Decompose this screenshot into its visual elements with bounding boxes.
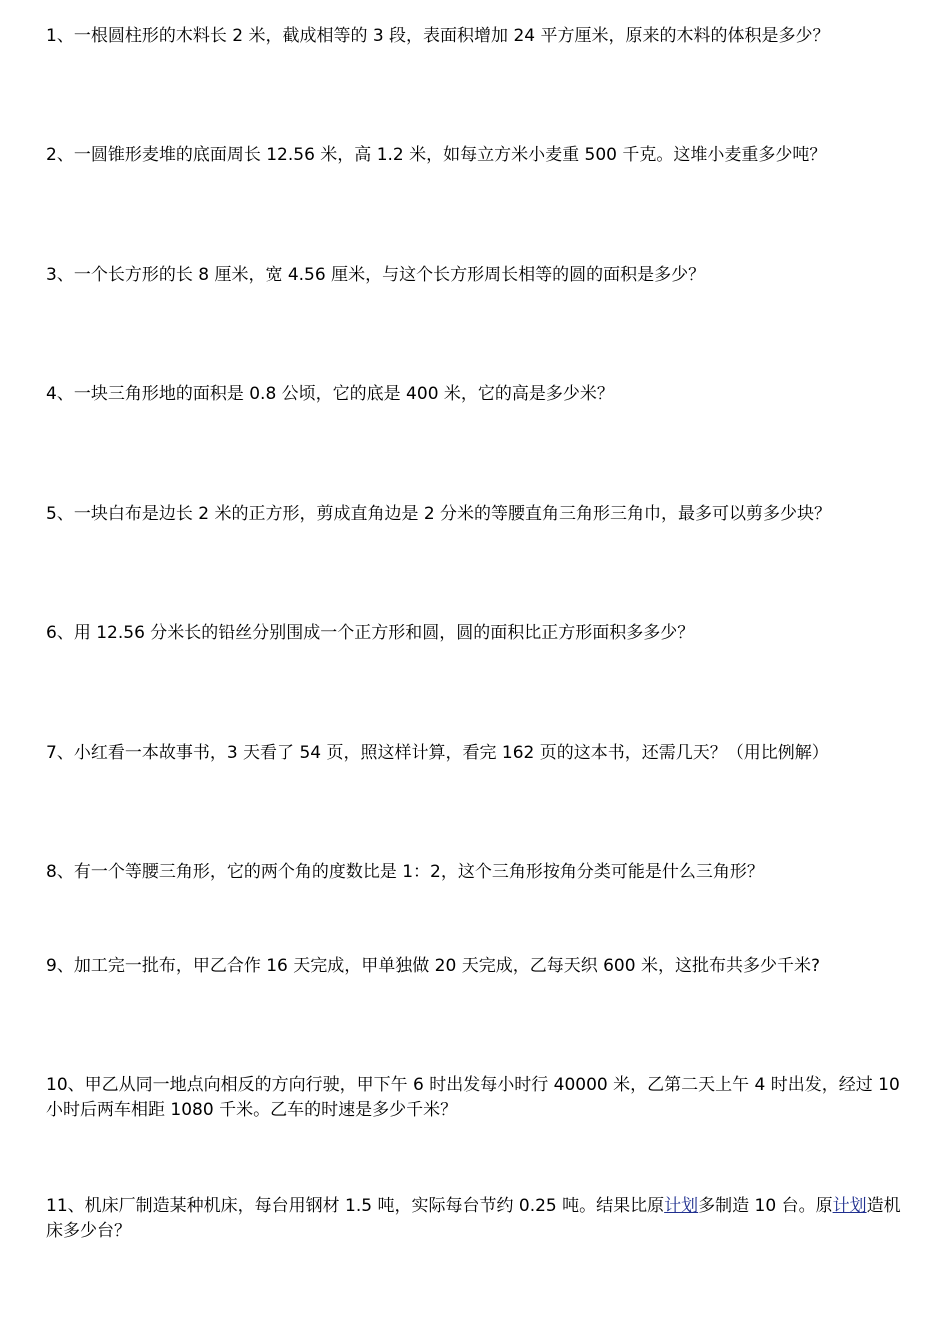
question-6: 6、用 12.56 分米长的铅丝分别围成一个正方形和圆，圆的面积比正方形面积多多少？	[46, 623, 695, 643]
question-11-text-2: 多制造 10 台。原	[698, 1196, 833, 1216]
question-3: 3、一个长方形的长 8 厘米，宽 4.56 厘米，与这个长方形周长相等的圆的面积是多少？	[46, 265, 706, 285]
question-1: 1、一根圆柱形的木料长 2 米，截成相等的 3 段，表面积增加 24 平方厘米，原来的木料的体积是多少？	[46, 26, 830, 46]
question-9: 9、加工完一批布，甲乙合作 16 天完成，甲单独做 20 天完成，乙每天织 600 米，这批布共多少千米?	[46, 956, 820, 976]
question-11-text-1: 11、机床厂制造某种机床，每台用钢材 1.5 吨，实际每台节约 0.25 吨。结果比原	[46, 1196, 665, 1216]
question-4: 4、一块三角形地的面积是 0.8 公顷，它的底是 400 米，它的高是多少米？	[46, 384, 614, 404]
question-5: 5、一块白布是边长 2 米的正方形，剪成直角边是 2 分米的等腰直角三角形三角巾，最多可以剪多少块？	[46, 504, 832, 524]
question-11	[46, 1194, 908, 1244]
question-10: 10、甲乙从同一地点向相反的方向行驶，甲下午 6 时出发每小时行 40000 米，乙第二天上午 4 时出发，经过 10 小时后两车相距 1080 千米。乙车的时速是多少千米？	[46, 1075, 900, 1120]
plan-link-2[interactable]: 计划	[832, 1196, 867, 1216]
question-11-text-3: 造机床多少台？	[46, 1196, 901, 1241]
question-8: 8、有一个等腰三角形，它的两个角的度数比是 1：2，这个三角形按角分类可能是什么三角形？	[46, 862, 764, 882]
plan-link-1[interactable]: 计划	[664, 1196, 699, 1216]
question-7: 7、小红看一本故事书，3 天看了 54 页，照这样计算，看完 162 页的这本书，还需几天？（用比例解）	[46, 743, 829, 763]
question-2: 2、一圆锥形麦堆的底面周长 12.56 米，高 1.2 米，如每立方米小麦重 500 千克。这堆小麦重多少吨？	[46, 145, 827, 165]
